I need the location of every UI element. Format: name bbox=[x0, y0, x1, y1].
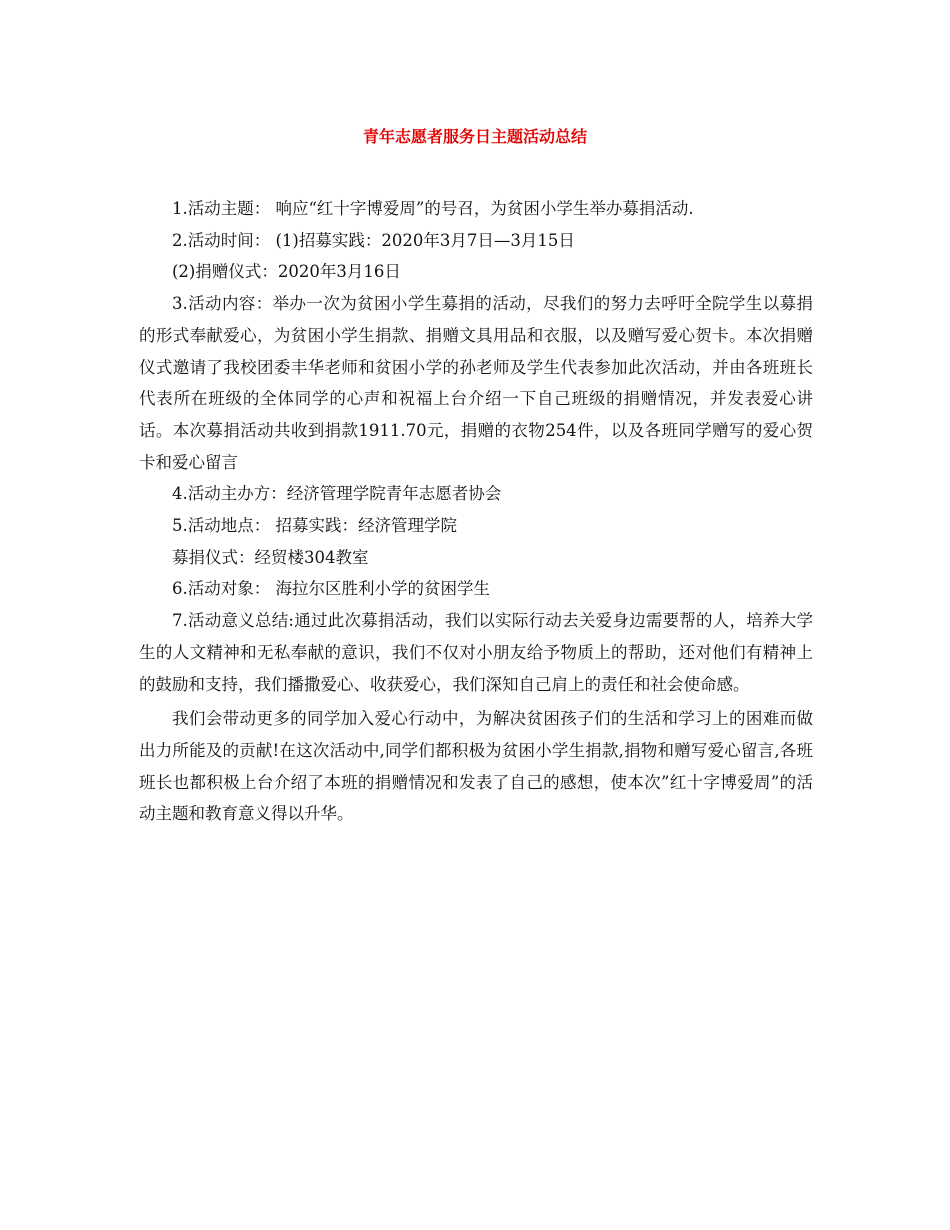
document-title: 青年志愿者服务日主题活动总结 bbox=[362, 127, 587, 146]
paragraph-organizer: 4.活动主办方：经济管理学院青年志愿者协会 bbox=[172, 484, 502, 504]
paragraph-theme: 1.活动主题： 响应“红十字博爱周”的号召，为贫困小学生举办募捐活动. bbox=[172, 199, 694, 218]
paragraph-location: 5.活动地点： 招募实践：经济管理学院 bbox=[172, 516, 457, 536]
paragraph-significance: 7.活动意义总结:通过此次募捐活动，我们以实际行动去关爱身边需要帮的人，培养大学生的人文精神和无私奉献的意识，我们不仅对小朋友给予物质上的帮助，还对他们有精神上的鼓励和支持，我们播撒爱心、收获爱心，我们深知自己肩上的责任和社会使命感。 bbox=[139, 611, 813, 694]
paragraph-ceremony-time: (2)捐赠仪式：2020年3月16日 bbox=[172, 262, 401, 282]
paragraph-conclusion: 我们会带动更多的同学加入爱心行动中，为解决贫困孩子们的生活和学习上的困难而做出力所能及的贡献!在这次活动中,同学们都积极为贫困小学生捐款,捐物和赠写爱心留言,各班班长也都积极上台介绍了本班的捐赠情况和发表了自己的感想，使本次”红十字博爱周”的活动主题和教育意义得以升华。 bbox=[139, 709, 813, 824]
paragraph-content: 3.活动内容：举办一次为贫困小学生募捐的活动，尽我们的努力去呼吁全院学生以募捐的形式奉献爱心，为贫困小学生捐款、捐赠文具用品和衣服，以及赠写爱心贺卡。本次捐赠仪式邀请了我校团委丰华老师和贫困小学的孙老师及学生代表参加此次活动，并由各班班长代表所在班级的全体同学的心声和祝福上台介绍一下自己班级的捐赠情况，并发表爱心讲话。本次募捐活动共收到捐款1911.70元，捐赠的衣物254件，以及各班同学赠写的爱心贺卡和爱心留言 bbox=[139, 294, 813, 472]
paragraph-ceremony-location: 募捐仪式：经贸楼304教室 bbox=[172, 547, 369, 567]
document-body bbox=[139, 193, 813, 830]
paragraph-time: 2.活动时间： (1)招募实践：2020年3月7日—3月15日 bbox=[172, 230, 575, 250]
paragraph-target: 6.活动对象： 海拉尔区胜利小学的贫困学生 bbox=[172, 579, 490, 599]
